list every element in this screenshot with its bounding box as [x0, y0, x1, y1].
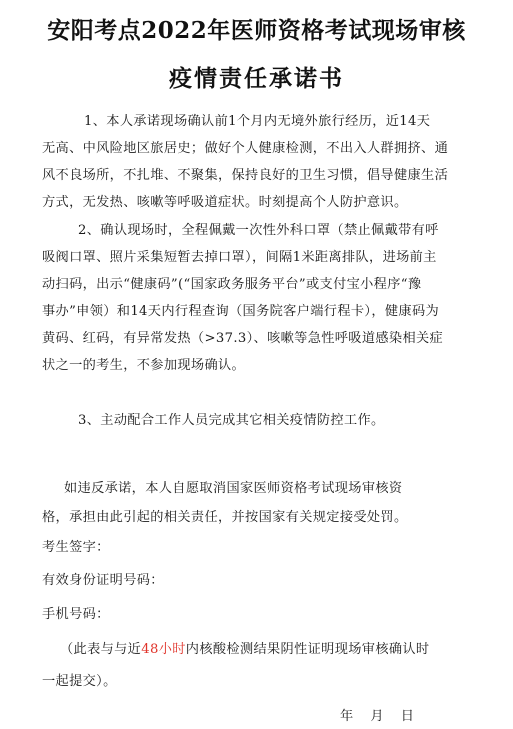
- paragraph-2-line-5: 黄码、红码，有异常发热（>37.3）、咳嗽等急性呼吸道感染相关症: [42, 331, 444, 346]
- paragraph-1-line-4: 方式，无发热、咳嗽等呼吸道症状。时刻提高个人防护意识。: [42, 195, 408, 210]
- note-text-before: （此表与与近: [60, 642, 142, 657]
- note-text-after: 内核酸检测结果阴性证明现场审核确认时: [185, 642, 430, 657]
- paragraph-3-line-1: 3、主动配合工作人员完成其它相关疫情防控工作。: [78, 413, 385, 428]
- note-line-1: [60, 641, 429, 659]
- paragraph-1-line-3: 风不良场所，不扎堆、不聚集，保持良好的卫生习惯，倡导健康生活: [42, 168, 449, 183]
- paragraph-4-line-1: 如违反承诺，本人自愿取消国家医师资格考试现场审核资: [64, 481, 403, 496]
- date-line: 年 月 日: [340, 709, 416, 724]
- id-number-field-label: 有效身份证明号码：: [42, 573, 164, 588]
- paragraph-2-line-3: 动扫码，出示“健康码”(“国家政务服务平台”或支付宝小程序“豫: [42, 277, 422, 292]
- signature-field-label: 考生签字：: [42, 540, 110, 555]
- paragraph-1-line-2: 无高、中风险地区旅居史；做好个人健康检测，不出入人群拥挤、通: [42, 141, 449, 156]
- paragraph-2-line-2: 吸阀口罩、照片采集短暂去掉口罩），间隔1米距离排队，进场前主: [42, 250, 437, 265]
- paragraph-2-line-1: 2、确认现场时，全程佩戴一次性外科口罩（禁止佩戴带有呼: [78, 223, 439, 238]
- paragraph-1-line-1: 1、本人承诺现场确认前1个月内无境外旅行经历，近14天: [84, 114, 431, 129]
- note-line-2: 一起提交）。: [42, 674, 117, 689]
- document-subtitle: 疫情责任承诺书: [169, 65, 344, 92]
- paragraph-2-line-4: 事办”申领）和14天内行程查询（国务院客户端行程卡），健康码为: [42, 304, 440, 319]
- paragraph-2-line-6: 状之一的考生，不参加现场确认。: [42, 358, 246, 373]
- document-title: 安阳考点2022年医师资格考试现场审核: [47, 17, 466, 44]
- note-highlight-48-hours: 48小时: [141, 642, 186, 657]
- paragraph-4-line-2: 格，承担由此引起的相关责任，并按国家有关规定接受处罚。: [42, 510, 408, 525]
- phone-field-label: 手机号码：: [42, 607, 110, 622]
